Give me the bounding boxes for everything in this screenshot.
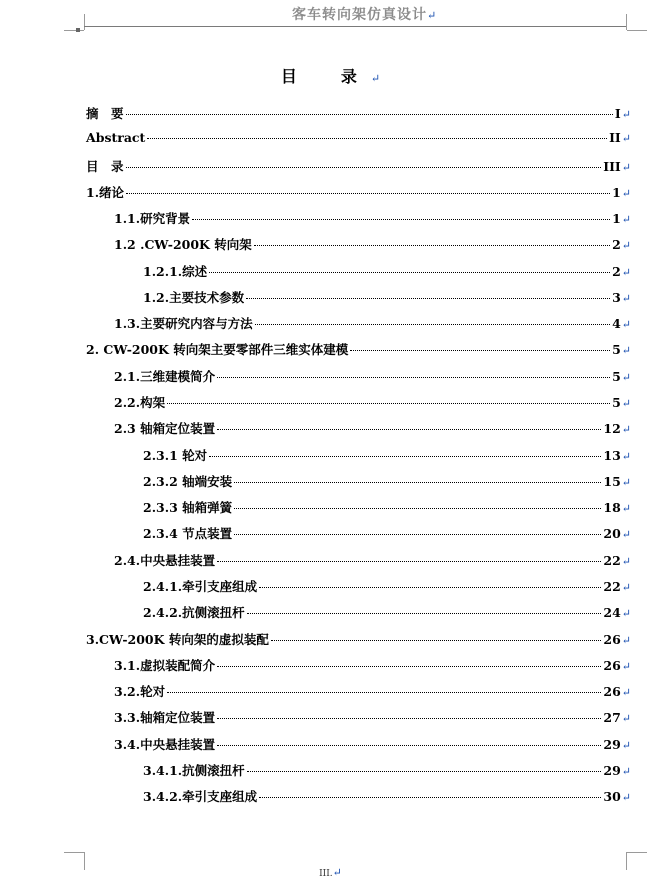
paragraph-mark-icon: ↵ bbox=[621, 791, 631, 804]
toc-entry-page-number: 15 bbox=[603, 474, 621, 489]
anchor-icon bbox=[76, 28, 80, 32]
toc-entry[interactable] bbox=[86, 630, 631, 648]
toc-entry-page-number: III bbox=[603, 159, 621, 174]
toc-entry-page-number: 12 bbox=[603, 421, 621, 436]
crop-mark-top-right bbox=[626, 14, 627, 30]
toc-entry[interactable] bbox=[143, 524, 631, 542]
crop-mark-top-left bbox=[64, 30, 84, 31]
toc-entry-page-number: 26 bbox=[603, 684, 621, 699]
dot-leader bbox=[254, 245, 610, 246]
crop-mark-bottom-left bbox=[64, 852, 84, 853]
paragraph-mark-icon: ↵ bbox=[621, 266, 631, 279]
toc-entry-label: 1.3.主要研究内容与方法 bbox=[114, 316, 253, 331]
crop-mark-top-right bbox=[627, 30, 647, 31]
paragraph-mark-icon: ↵ bbox=[621, 686, 631, 699]
toc-entry-page-number: 30 bbox=[603, 789, 621, 804]
toc-entry-page-number: 2 bbox=[612, 237, 621, 252]
paragraph-mark-icon: ↵ bbox=[621, 187, 631, 200]
paragraph-mark-icon: ↵ bbox=[621, 528, 631, 541]
toc-entry-page-number: 5 bbox=[612, 395, 621, 410]
paragraph-mark-icon: ↵ bbox=[621, 476, 631, 489]
toc-entry-label: 目 录 bbox=[86, 159, 124, 174]
toc-entry-label: 3.2.轮对 bbox=[114, 684, 166, 699]
running-header bbox=[292, 4, 437, 24]
toc-entry-label: 1.绪论 bbox=[86, 185, 125, 200]
toc-entry-page-number: 1 bbox=[612, 211, 621, 226]
paragraph-mark-icon: ↵ bbox=[621, 161, 631, 174]
toc-entry[interactable] bbox=[143, 262, 631, 280]
dot-leader bbox=[126, 114, 613, 115]
toc-entry-page-number: II bbox=[609, 130, 621, 145]
toc-entry-label: 2.3.3 轴箱弹簧 bbox=[143, 500, 233, 515]
toc-entry-page-number: 18 bbox=[603, 500, 621, 515]
paragraph-mark-icon: ↵ bbox=[332, 866, 342, 879]
toc-entry-page-number: 22 bbox=[603, 579, 621, 594]
dot-leader bbox=[217, 429, 601, 430]
toc-entry-label: 2.4.1.牵引支座组成 bbox=[143, 579, 258, 594]
toc-entry-label: 2. CW-200K 转向架主要零部件三维实体建模 bbox=[86, 342, 349, 357]
paragraph-mark-icon: ↵ bbox=[621, 555, 631, 568]
dot-leader bbox=[217, 745, 601, 746]
dot-leader bbox=[192, 219, 610, 220]
paragraph-mark-icon: ↵ bbox=[621, 581, 631, 594]
paragraph-mark-icon: ↵ bbox=[621, 739, 631, 752]
toc-title bbox=[0, 64, 661, 87]
dot-leader bbox=[217, 561, 601, 562]
paragraph-mark-icon: ↵ bbox=[370, 72, 381, 85]
dot-leader bbox=[234, 534, 601, 535]
toc-entry-label: Abstract bbox=[86, 130, 146, 145]
toc-entry[interactable] bbox=[114, 314, 631, 332]
crop-mark-top-left bbox=[84, 14, 85, 30]
toc-entry[interactable] bbox=[114, 419, 631, 437]
toc-entry[interactable] bbox=[143, 603, 631, 621]
toc-entry-label: 2.1.三维建模简介 bbox=[114, 369, 216, 384]
toc-entry[interactable] bbox=[143, 761, 631, 779]
toc-entry-label: 2.3.2 轴端安装 bbox=[143, 474, 233, 489]
toc-entry-page-number: 29 bbox=[603, 737, 621, 752]
toc-entry[interactable] bbox=[143, 577, 631, 595]
toc-entry[interactable] bbox=[114, 209, 631, 227]
paragraph-mark-icon: ↵ bbox=[621, 450, 631, 463]
toc-entry-page-number: 24 bbox=[603, 605, 621, 620]
page-footer bbox=[0, 866, 661, 879]
dot-leader bbox=[126, 193, 610, 194]
paragraph-mark-icon: ↵ bbox=[621, 292, 631, 305]
running-header-text: 客车转向架仿真设计 bbox=[292, 7, 427, 23]
toc-entry-page-number: 29 bbox=[603, 763, 621, 778]
toc-entry[interactable] bbox=[114, 551, 631, 569]
toc-entry-label: 2.3.1 轮对 bbox=[143, 448, 208, 463]
dot-leader bbox=[126, 167, 602, 168]
toc-entry[interactable] bbox=[86, 157, 631, 175]
toc-entry[interactable] bbox=[143, 288, 631, 306]
toc-entry[interactable] bbox=[114, 708, 631, 726]
toc-entry-page-number: 26 bbox=[603, 632, 621, 647]
toc-entry-label: 1.2.1.综述 bbox=[143, 264, 208, 279]
toc-entry-label: 3.4.1.抗侧滚扭杆 bbox=[143, 763, 245, 778]
paragraph-mark-icon: ↵ bbox=[427, 9, 438, 22]
toc-entry[interactable] bbox=[114, 656, 631, 674]
paragraph-mark-icon: ↵ bbox=[621, 423, 631, 436]
toc-entry-page-number: 20 bbox=[603, 526, 621, 541]
paragraph-mark-icon: ↵ bbox=[621, 634, 631, 647]
dot-leader bbox=[167, 692, 601, 693]
toc-entry-page-number: 13 bbox=[603, 448, 621, 463]
dot-leader bbox=[350, 350, 610, 351]
toc-entry[interactable] bbox=[86, 183, 631, 201]
toc-entry-label: 3.1.虚拟装配简介 bbox=[114, 658, 216, 673]
dot-leader bbox=[234, 482, 601, 483]
toc-entry-label: 1.1.研究背景 bbox=[114, 211, 191, 226]
header-rule bbox=[84, 26, 626, 27]
paragraph-mark-icon: ↵ bbox=[621, 213, 631, 226]
toc-entry-page-number: 5 bbox=[612, 369, 621, 384]
toc-entry-label: 摘 要 bbox=[86, 106, 124, 121]
toc-entry-label: 2.3.4 节点装置 bbox=[143, 526, 233, 541]
toc-entry-page-number: 4 bbox=[612, 316, 621, 331]
dot-leader bbox=[271, 640, 602, 641]
toc-entry-label: 3.3.轴箱定位装置 bbox=[114, 710, 216, 725]
dot-leader bbox=[217, 718, 601, 719]
paragraph-mark-icon: ↵ bbox=[621, 712, 631, 725]
toc-entry[interactable] bbox=[114, 393, 631, 411]
dot-leader bbox=[209, 456, 601, 457]
toc-entry[interactable] bbox=[114, 367, 631, 385]
dot-leader bbox=[217, 666, 601, 667]
paragraph-mark-icon: ↵ bbox=[621, 318, 631, 331]
toc-entry[interactable] bbox=[114, 682, 631, 700]
dot-leader bbox=[259, 797, 601, 798]
dot-leader bbox=[209, 272, 610, 273]
paragraph-mark-icon: ↵ bbox=[621, 239, 631, 252]
paragraph-mark-icon: ↵ bbox=[621, 132, 631, 145]
dot-leader bbox=[259, 587, 601, 588]
toc-entry[interactable] bbox=[114, 235, 631, 253]
toc-entry[interactable] bbox=[86, 130, 631, 148]
toc-entry[interactable] bbox=[143, 446, 631, 464]
toc-entry-label: 2.4.2.抗侧滚扭杆 bbox=[143, 605, 245, 620]
toc-entry[interactable] bbox=[143, 472, 631, 490]
paragraph-mark-icon: ↵ bbox=[621, 344, 631, 357]
toc-entry-label: 3.CW-200K 转向架的虚拟装配 bbox=[86, 632, 269, 647]
toc-entry-label: 2.4.中央悬挂装置 bbox=[114, 553, 216, 568]
crop-mark-bottom-right bbox=[627, 852, 647, 853]
toc-entry-page-number: 3 bbox=[612, 290, 621, 305]
toc-entry-page-number: 22 bbox=[603, 553, 621, 568]
toc-entry[interactable] bbox=[86, 104, 631, 122]
dot-leader bbox=[147, 138, 607, 139]
paragraph-mark-icon: ↵ bbox=[621, 108, 631, 121]
toc-title-text: 目 录 bbox=[280, 67, 371, 86]
toc-entry-page-number: 26 bbox=[603, 658, 621, 673]
toc-entry[interactable] bbox=[143, 498, 631, 516]
toc-entry-label: 3.4.2.牵引支座组成 bbox=[143, 789, 258, 804]
paragraph-mark-icon: ↵ bbox=[621, 765, 631, 778]
toc-entry[interactable] bbox=[114, 735, 631, 753]
toc-entry-label: 1.2.主要技术参数 bbox=[143, 290, 245, 305]
toc-entry-page-number: I bbox=[614, 106, 621, 121]
toc-entry-label: 2.3 轴箱定位装置 bbox=[114, 421, 216, 436]
dot-leader bbox=[247, 613, 602, 614]
paragraph-mark-icon: ↵ bbox=[621, 371, 631, 384]
dot-leader bbox=[255, 324, 610, 325]
toc-entry[interactable] bbox=[86, 340, 631, 358]
paragraph-mark-icon: ↵ bbox=[621, 502, 631, 515]
dot-leader bbox=[234, 508, 601, 509]
dot-leader bbox=[246, 298, 610, 299]
dot-leader bbox=[167, 403, 610, 404]
dot-leader bbox=[217, 377, 610, 378]
paragraph-mark-icon: ↵ bbox=[621, 660, 631, 673]
toc-entry-label: 3.4.中央悬挂装置 bbox=[114, 737, 216, 752]
paragraph-mark-icon: ↵ bbox=[621, 397, 631, 410]
dot-leader bbox=[247, 771, 602, 772]
footer-page-number: III. bbox=[319, 869, 333, 879]
toc-entry-page-number: 5 bbox=[612, 342, 621, 357]
toc-entry-label: 1.2 .CW-200K 转向架 bbox=[114, 237, 252, 252]
toc-entry-page-number: 27 bbox=[603, 710, 621, 725]
toc-entry[interactable] bbox=[143, 787, 631, 805]
toc-entry-page-number: 1 bbox=[612, 185, 621, 200]
toc-entry-label: 2.2.构架 bbox=[114, 395, 166, 410]
paragraph-mark-icon: ↵ bbox=[621, 607, 631, 620]
toc-entry-page-number: 2 bbox=[612, 264, 621, 279]
